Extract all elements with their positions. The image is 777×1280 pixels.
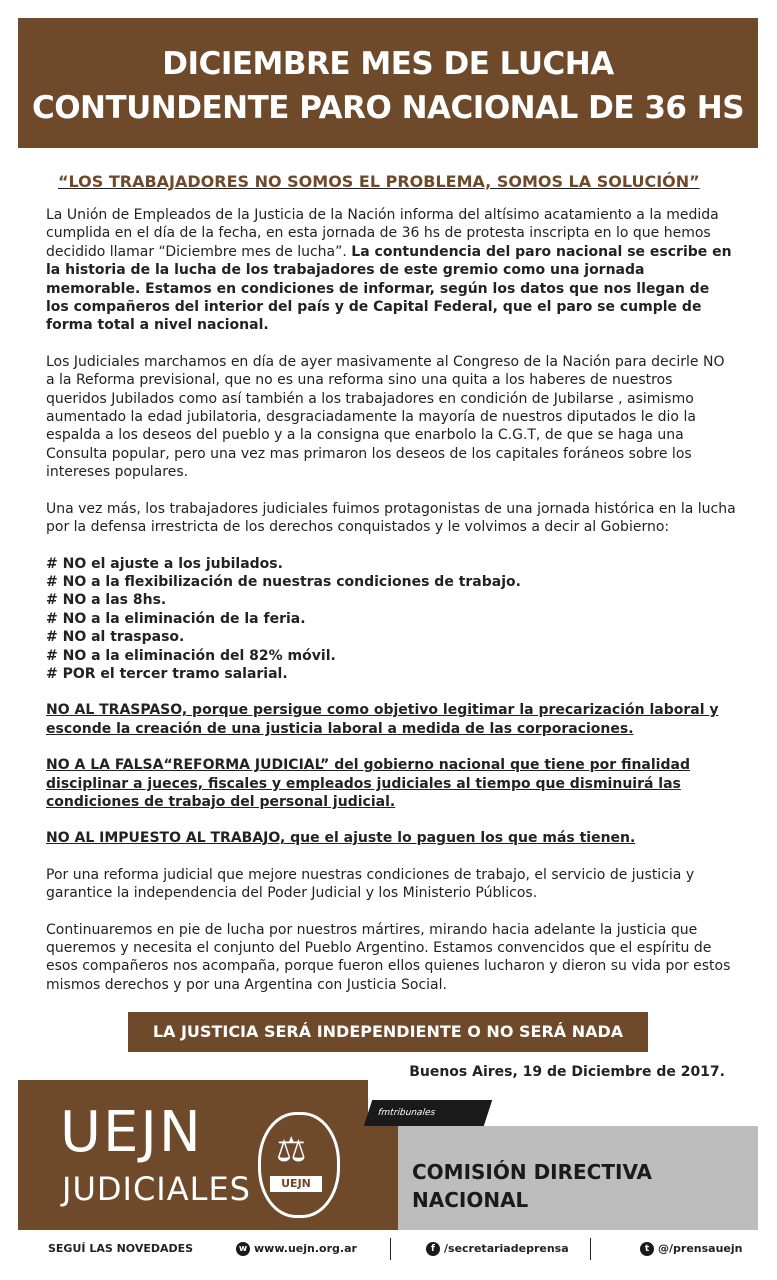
paragraph-4: Por una reforma judicial que mejore nuestras condiciones de trabajo, el servicio de justicia y garantice la independencia del Poder Judicial y los Ministerio Públicos. [46,866,695,902]
social-bar [0,1236,777,1266]
hashtag-item: # POR el tercer tramo salarial. [46,665,288,682]
body-text [46,206,736,994]
paragraph-5: Continuaremos en pie de lucha por nuestros mártires, mirando hacia adelante la justicia que queremos y necesita el conjunto del Pueblo Argentino. Estamos convencidos que el espíritu de esos compañeros nos acompaña, porque fueron ellos quienes lucharon y dieron su vida por estos mismos derechos y por una Argentina con Justicia Social. [46,921,731,993]
facebook-link[interactable] [426,1242,569,1256]
judiciales-logo: JUDICIALES [62,1170,251,1208]
hashtag-item: # NO a la flexibilización de nuestras condiciones de trabajo. [46,573,521,590]
paragraph-3: Una vez más, los trabajadores judiciales fuimos protagonistas de una jornada histórica en la lucha por la defensa irrestricta de los derechos conquistados y le volvimos a decir al Gobierno: [46,500,736,536]
web-text: www.uejn.org.ar [254,1242,357,1255]
p1-normal: La Unión de Empleados de la Justicia de la Nación informa del altísimo acatamiento a la medida cumplida en el día de la fecha, en esta jornada de 36 hs de protesta inscripta en lo que hemos decidido llamar “Diciembre mes de lucha”. [46,207,719,260]
paragraph-1 [46,206,736,335]
statement-reforma: NO A LA FALSA“REFORMA JUDICIAL” del gobierno nacional que tiene por finalidad disciplinar a jueces, fiscales y empleados judiciales al tiempo que disminuirá las condiciones de trabajo del personal judicial. [46,757,690,810]
seal-label: UEJN [270,1176,322,1192]
follow-label: SEGUÍ LAS NOVEDADES [48,1242,194,1255]
scales-icon: ⚖ [276,1130,307,1170]
hashtag-item: # NO a la eliminación de la feria. [46,610,306,627]
p1-bold: La contundencia del paro nacional se escribe en la historia de la lucha de los trabajadores de este gremio como una jornada memorable. Estamos en condiciones de informar, según los datos que nos llegan de los compañeros del interior del país y de Capital Federal, que el paro se cumple de forma total a nivel nacional. [46,243,732,334]
statement-impuesto: NO AL IMPUESTO AL TRABAJO, que el ajuste lo paguen los que más tienen. [46,830,636,847]
hashtag-item: # NO al traspaso. [46,629,185,646]
twitter-icon: t [640,1242,654,1256]
facebook-text: /secretariadeprensa [444,1242,569,1255]
paragraph-2: Los Judiciales marchamos en día de ayer masivamente al Congreso de la Nación para decirle NO a la Reforma previsional, que no es una reforma sino una quita a los haberes de nuestros queridos Jubilados como así también a los trabajadores en condición de Jubilarse , asimismo aumentado la edad jubilatoria, desgraciadamente la mayoría de nuestros diputados le dio la espalda a los deseos del pueblo y a la consigna que enarbolo la C.G.T, de que se haga una Consulta popular, pero una vez mas primaron los deseos de los capitales foráneos sobre los intereses populares. [46,353,725,481]
twitter-text: @/prensauejn [658,1242,743,1255]
globe-icon: w [236,1242,250,1256]
closing-banner: LA JUSTICIA SERÁ INDEPENDIENTE O NO SERÁ NADA [128,1012,648,1052]
statement-traspaso: NO AL TRASPASO, porque persigue como objetivo legitimar la precarización laboral y esconde la creación de una justicia laboral a medida de las corporaciones. [46,702,719,737]
headline-line2: CONTUNDENTE PARO NACIONAL DE 36 HS [31,90,745,126]
date-line: Buenos Aires, 19 de Diciembre de 2017. [409,1064,725,1080]
web-link[interactable] [236,1242,357,1256]
hashtag-item: # NO el ajuste a los jubilados. [46,555,283,572]
commission-name [412,1158,652,1214]
headline-line1: DICIEMBRE MES DE LUCHA [162,46,614,82]
slogan: “LOS TRABAJADORES NO SOMOS EL PROBLEMA, SOMOS LA SOLUCIÓN” [58,172,700,191]
uejn-logo: UEJN [60,1100,203,1165]
commission-line1: COMISIÓN DIRECTIVA [412,1160,653,1184]
hashtag-item: # NO a la eliminación del 82% móvil. [46,647,336,664]
headline-banner [18,18,758,148]
hashtag-item: # NO a las 8hs. [46,592,167,609]
twitter-link[interactable] [640,1242,742,1256]
radio-logo: fmtribunales [364,1100,492,1126]
facebook-icon: f [426,1242,440,1256]
commission-line2: NACIONAL [412,1188,529,1212]
